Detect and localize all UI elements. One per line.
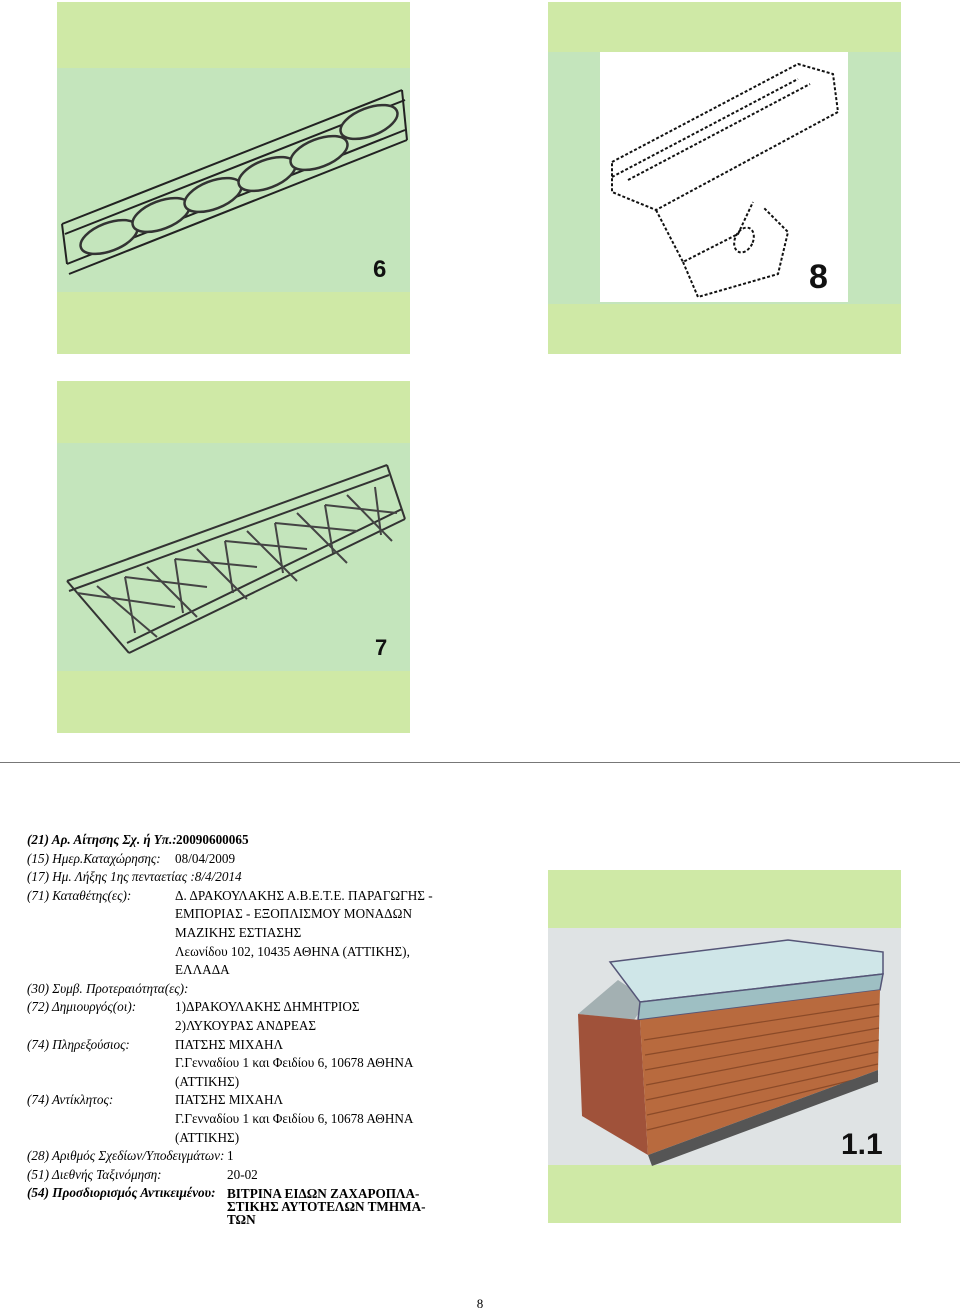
applicant-line: ΕΜΠΟΡΙΑΣ - ΕΞΟΠΛΙΣΜΟΥ ΜΟΝΑΔΩΝ bbox=[175, 906, 412, 922]
representative-label: (74) Αντίκλητος: bbox=[27, 1092, 114, 1108]
figure-8 bbox=[548, 2, 901, 354]
figure-7 bbox=[57, 381, 410, 733]
designer-row bbox=[27, 998, 472, 1017]
classification-row bbox=[27, 1166, 472, 1185]
figure-1-1-number: 1.1 bbox=[841, 1128, 883, 1161]
attorney-row bbox=[27, 1036, 472, 1055]
figure-8-number: 8 bbox=[809, 258, 828, 296]
applicant-row bbox=[27, 887, 472, 906]
product-label: (54) Προσδιορισμός Αντικειμένου: bbox=[27, 1185, 216, 1201]
representative-row bbox=[27, 1091, 472, 1110]
applicant-line: Δ. ΔΡΑΚΟΥΛΑΚΗΣ Α.Β.Ε.Τ.Ε. ΠΑΡΑΓΩΓΗΣ - bbox=[175, 887, 433, 903]
figure-1-1-drawing bbox=[548, 870, 901, 1223]
attorney-line: Γ.Γενναδίου 1 και Φειδίου 6, 10678 ΑΘΗΝΑ bbox=[175, 1055, 414, 1071]
priority-label: (30) Συμβ. Προτεραιότητα(ες): bbox=[27, 980, 189, 996]
design-count-row bbox=[27, 1147, 472, 1166]
application-number-label: (21) Αρ. Αίτησης Σχ. ή Υπ.: bbox=[27, 832, 177, 847]
attorney-line: (ΑΤΤΙΚΗΣ) bbox=[175, 1073, 240, 1089]
figure-8-drawing bbox=[548, 2, 901, 354]
classification-label: (51) Διεθνής Ταξινόμηση: bbox=[27, 1166, 162, 1182]
filing-date-label: (15) Ημερ.Καταχώρησης: bbox=[27, 850, 161, 866]
attorney-label: (74) Πληρεξούσιος: bbox=[27, 1036, 130, 1052]
page-number: 8 bbox=[476, 1296, 484, 1311]
product-title-line: ΒΙΤΡΙΝΑ ΕΙΔΩΝ ΖΑΧΑΡΟΠΛΑ- bbox=[227, 1186, 420, 1202]
figure-7-number: 7 bbox=[375, 635, 388, 660]
application-number-value: 20090600065 bbox=[176, 832, 249, 847]
filing-date-value: 08/04/2009 bbox=[175, 850, 236, 866]
design-count-label: (28) Αριθμός Σχεδίων/Υποδειγμάτων: bbox=[27, 1148, 225, 1164]
applicant-line: ΕΛΛΑΔΑ bbox=[175, 962, 230, 978]
applicant-line: Λεωνίδου 102, 10435 ΑΘΗΝΑ (ΑΤΤΙΚΗΣ), bbox=[175, 943, 410, 959]
figure-7-drawing bbox=[57, 381, 410, 733]
product-title bbox=[227, 1187, 469, 1226]
priority-row bbox=[27, 980, 472, 999]
figure-1-1 bbox=[548, 870, 901, 1223]
bibliographic-data bbox=[27, 831, 472, 1228]
designer-label: (72) Δημιουργός(οι): bbox=[27, 999, 137, 1015]
applicant-label: (71) Καταθέτης(ες): bbox=[27, 887, 132, 903]
figure-6-number: 6 bbox=[373, 256, 387, 283]
expiry-date-label: (17) Ημ. Λήξης 1ης πενταετίας :8/4/2014 bbox=[27, 869, 242, 885]
representative-line: ΠΑΤΣΗΣ ΜΙΧΑΗΛ bbox=[175, 1092, 284, 1108]
designer-line: 1)ΔΡΑΚΟΥΛΑΚΗΣ ΔΗΜΗΤΡΙΟΣ bbox=[175, 999, 360, 1015]
figure-6 bbox=[57, 2, 410, 354]
attorney-line: ΠΑΤΣΗΣ ΜΙΧΑΗΛ bbox=[175, 1036, 284, 1052]
expiry-date-row bbox=[27, 868, 472, 887]
product-title-line: ΤΩΝ bbox=[227, 1212, 256, 1228]
designer-line: 2)ΛΥΚΟΥΡΑΣ ΑΝΔΡΕΑΣ bbox=[175, 1017, 317, 1033]
application-number-row bbox=[27, 831, 472, 850]
representative-line: Γ.Γενναδίου 1 και Φειδίου 6, 10678 ΑΘΗΝΑ bbox=[175, 1110, 414, 1126]
separator-line bbox=[0, 762, 960, 763]
figure-6-drawing bbox=[57, 2, 410, 354]
filing-date-row bbox=[27, 850, 472, 869]
classification-value: 20-02 bbox=[227, 1166, 258, 1182]
product-row bbox=[27, 1184, 472, 1228]
product-title-line: ΣΤΙΚΗΣ ΑΥΤΟΤΕΛΩΝ ΤΜΗΜΑ- bbox=[227, 1199, 426, 1215]
representative-line: (ΑΤΤΙΚΗΣ) bbox=[175, 1129, 240, 1145]
design-count-value: 1 bbox=[227, 1148, 234, 1164]
applicant-line: ΜΑΖΙΚΗΣ ΕΣΤΙΑΣΗΣ bbox=[175, 924, 302, 940]
